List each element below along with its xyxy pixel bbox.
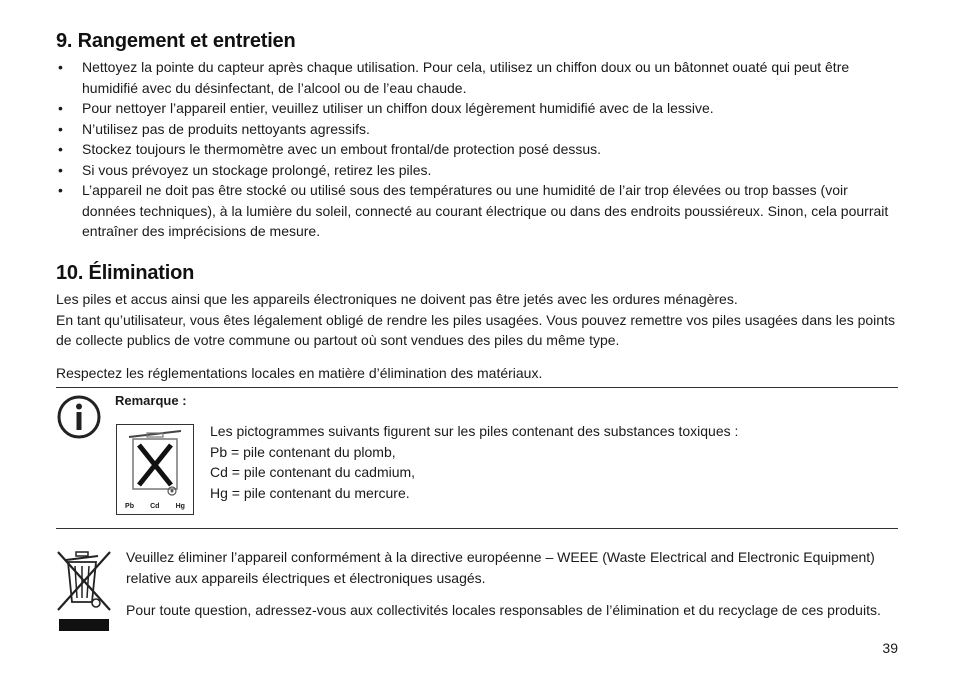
list-item: • L’appareil ne doit pas être stocké ou utilisé sous des températures ou une humidité de l’air trop élevées ou trop basses (voir données techniques), à la lumière du soleil, connecté au courant électrique ou dans des endroits poussiéreux. Sinon, cela pourrait entraîner des imprécisions de mesure. [56,180,898,242]
info-icon [56,394,102,440]
page-number: 39 [882,640,898,656]
list-item: • Stockez toujours le thermomètre avec un embout frontal/de protection posé dessus. [56,139,898,160]
regulations-text: Respectez les réglementations locales en matière d’élimination des matériaux. [56,365,543,381]
note-text [210,421,900,503]
weee-crossed-bin-icon [56,548,112,632]
list-item: • Nettoyez la pointe du capteur après chaque utilisation. Pour cela, utilisez un chiffon doux ou un bâtonnet ouaté qui peut être humidifié avec du désinfectant, de l’alcool ou de l’eau chaude. [56,57,898,98]
intro-line-2: En tant qu’utilisateur, vous êtes légalement obligé de rendre les piles usagées. Vous pouvez remettre vos piles usagées dans les points de collecte publics de votre commune ou partout où sont vendues des piles du même type. [56,311,895,348]
note-line: Les pictogrammes suivants figurent sur les piles contenant des substances toxiques : [210,423,739,439]
weee-paragraph-2: Pour toute question, adressez-vous aux collectivités locales responsables de l’élimination et du recyclage de ces produits. [126,602,881,618]
chemical-labels [117,503,193,510]
disposal-intro [56,289,898,351]
list-item: • N’utilisez pas de produits nettoyants agressifs. [56,119,898,140]
battery-pictogram [116,424,194,515]
chem-label-pb: Pb [125,503,134,510]
weee-text [126,547,898,621]
list-item: • Si vous prévoyez un stockage prolongé, retirez les piles. [56,160,898,181]
note-line: Cd = pile contenant du cadmium, [210,464,416,480]
intro-line-1: Les piles et accus ainsi que les appareils électroniques ne doivent pas être jetés avec les ordures ménagères. [56,291,738,307]
chem-label-hg: Hg [175,503,185,510]
manual-page [56,0,898,675]
note-line: Pb = pile contenant du plomb, [210,443,396,460]
section-title-disposal: 10. Élimination [56,262,195,284]
storage-bullet-list [56,57,898,242]
section-title-storage: 9. Rangement et entretien [56,30,296,52]
crossed-bin-icon [123,427,187,499]
note-line: Hg = pile contenant du mercure. [210,484,410,501]
chem-label-cd: Cd [150,503,160,510]
weee-paragraph-1: Veuillez éliminer l’appareil conformément à la directive européenne – WEEE (Waste Electrical and Electronic Equipment) relative aux appareils électriques et électroniques usagés. [126,549,875,586]
note-label: Remarque : [115,393,187,408]
divider [56,528,898,529]
divider [56,387,898,388]
list-item: • Pour nettoyer l’appareil entier, veuillez utiliser un chiffon doux légèrement humidifié avec de la lessive. [56,98,898,119]
